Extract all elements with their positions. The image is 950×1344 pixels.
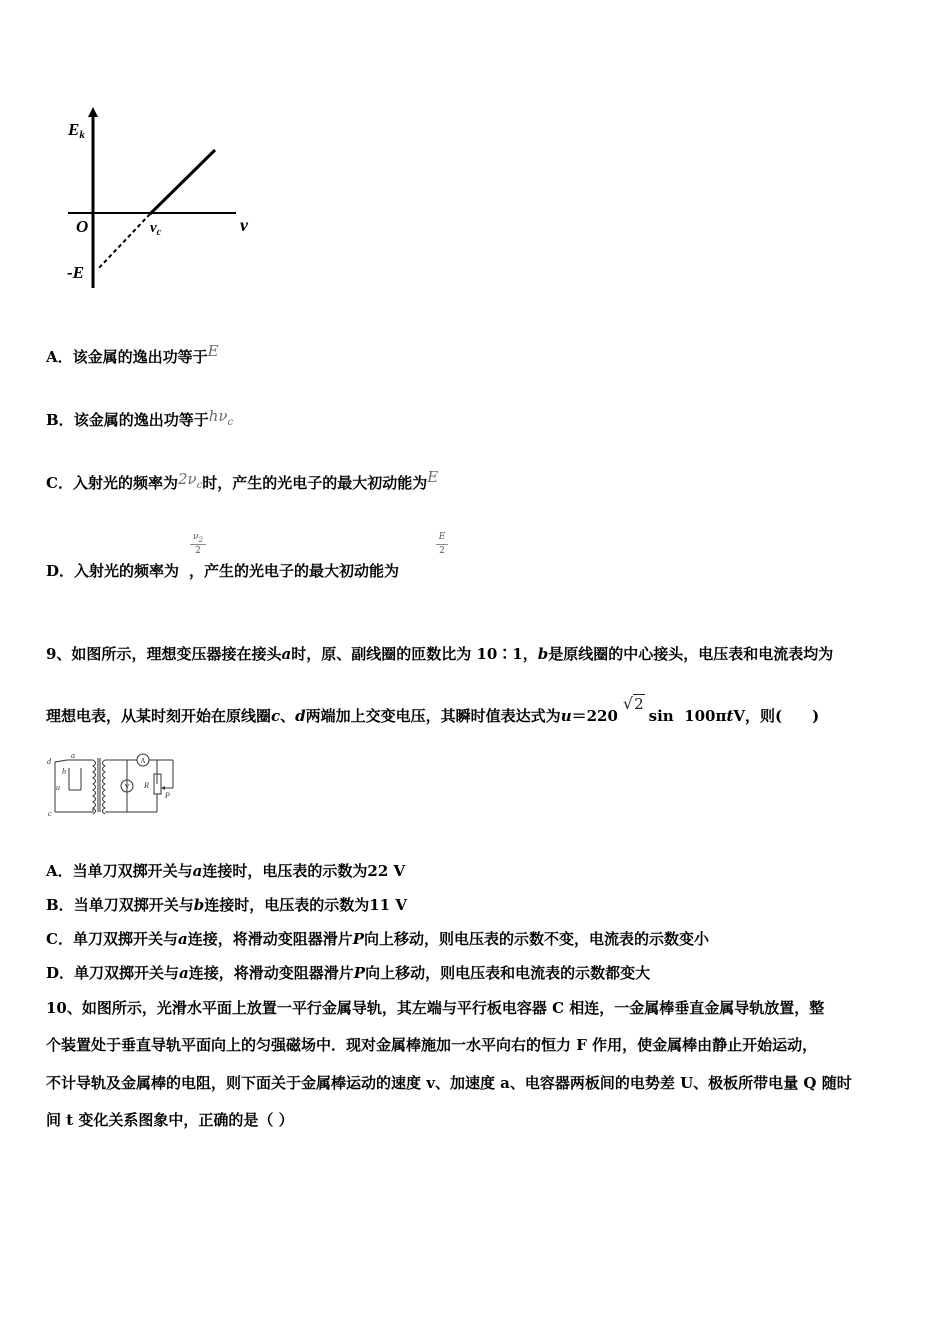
q9-stem-line-2: 理想电表，从某时刻开始在原线圈c、d两端加上交变电压，其瞬时值表达式为u＝220√2sin 100πtV，则( ) <box>46 694 820 725</box>
q10-line-3: 不计导轨及金属棒的电阻，则下面关于金属棒运动的速度 v、加速度 a、电容器两板间的电势差 U、极板所带电量 Q 随时 <box>46 1074 852 1092</box>
math-E: E <box>207 342 219 360</box>
q8-option-c: C．入射光的频率为$2\nu_c$时，产生的光电子的最大初动能为E <box>46 468 439 492</box>
q10-line-4: 间 t 变化关系图象中，正确的是（ ） <box>46 1111 294 1129</box>
vc-label: $\nu_c$ <box>150 220 162 238</box>
label-d: d <box>47 757 51 766</box>
ek-line-solid <box>150 150 215 214</box>
transformer-circuit-diagram <box>45 752 185 818</box>
voltmeter-label: V <box>124 783 130 791</box>
math-2-nu-c: $2\nu_c$ <box>177 470 203 491</box>
label-b: b <box>62 767 66 776</box>
label-c: c <box>48 809 52 818</box>
q9-option-b: B．当单刀双掷开关与b连接时，电压表的示数为11 V <box>46 896 407 914</box>
q10-line-2: 个装置处于垂直导轨平面向上的匀强磁场中．现对金属棒施加一水平向右的恒力 F 作用，使金属棒由静止开始运动， <box>46 1036 818 1054</box>
ammeter-label: A <box>140 757 146 765</box>
y-axis-arrow <box>88 107 98 117</box>
q8-option-b: B．该金属的逸出功等于$h\nu_c$ <box>46 407 234 429</box>
neg-e-label: -E <box>67 263 84 282</box>
y-axis-label: Ek <box>68 120 85 141</box>
label-R: R <box>144 781 149 790</box>
label-a: a <box>71 752 75 760</box>
math-h-nu-c: $h\nu_c$ <box>208 407 234 428</box>
q8-option-a: A．该金属的逸出功等于E <box>46 342 219 366</box>
q9-option-c: C．单刀双掷开关与a连接，将滑动变阻器滑片P向上移动，则电压表的示数不变，电流表的示数变小 <box>46 930 710 948</box>
fraction-E-over-2: E 2 <box>434 531 450 557</box>
sqrt-2: √2 <box>622 694 644 713</box>
q10-line-1: 10、如图所示，光滑水平面上放置一平行金属导轨，其左端与平行板电容器 C 相连，一金属棒垂直金属导轨放置，整 <box>46 999 825 1017</box>
origin-label: O <box>76 217 89 236</box>
x-axis-label: ν <box>240 215 248 235</box>
q8-option-d: D．入射光的频率为 ，产生的光电子的最大初动能为 <box>46 562 400 580</box>
label-P: P <box>165 791 170 800</box>
q9-option-d: D．单刀双掷开关与a连接，将滑动变阻器滑片P向上移动，则电压表和电流表的示数都变大 <box>46 964 651 982</box>
ek-line-dashed <box>97 214 150 270</box>
fraction-nu2-over-2: $\nu_2$ 2 <box>188 531 208 557</box>
math-E: E <box>427 468 439 486</box>
q9-option-a: A．当单刀双掷开关与a连接时，电压表的示数为22 V <box>46 862 406 880</box>
q9-stem-line-1: 9、如图所示，理想变压器接在接头a时，原、副线圈的匝数比为 10∶1，b是原线圈的中心接头，电压表和电流表均为 <box>46 645 834 663</box>
label-u: u <box>56 783 60 792</box>
ek-nu-graph <box>60 105 260 295</box>
